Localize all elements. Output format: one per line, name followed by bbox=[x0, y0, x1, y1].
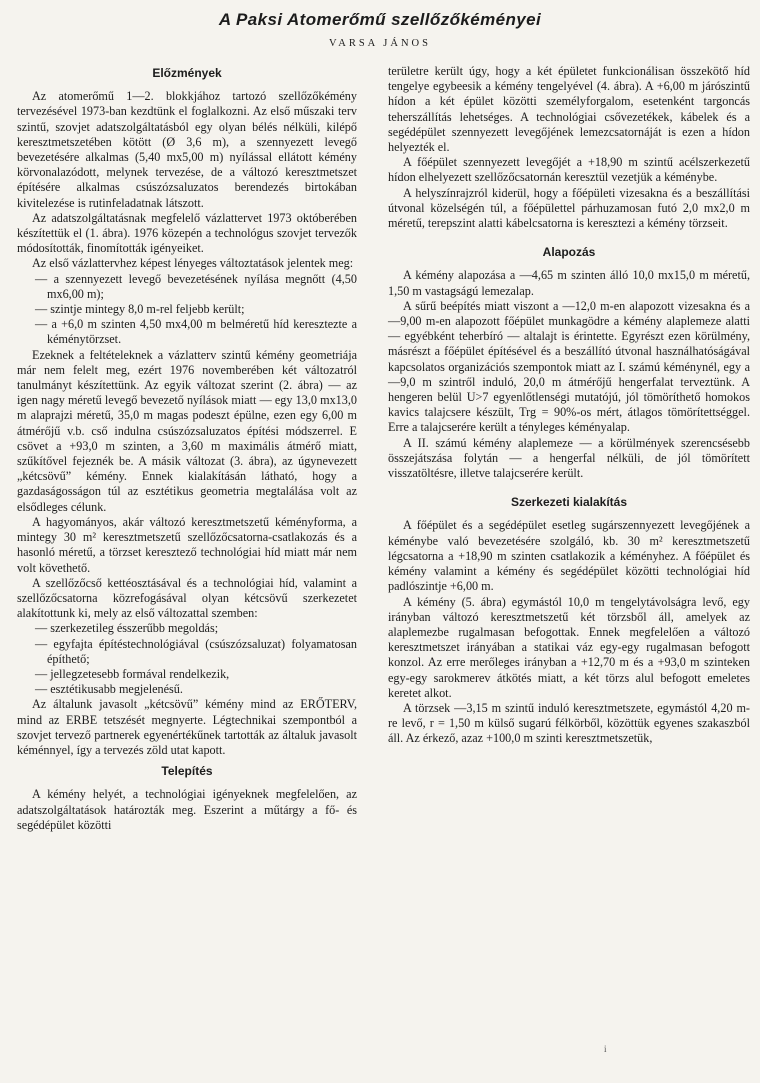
section-heading-alapozas: Alapozás bbox=[542, 245, 596, 260]
paragraph: A II. számú kémény alaplemeze — a körülmények szerencsésebb összejátszása folytán — a hengerfal nélküli, de jól tömörített visszatöltésre, illetve talajcserére került. bbox=[388, 435, 750, 481]
left-column bbox=[17, 60, 357, 833]
paragraph: Ezeknek a feltételeknek a vázlatterv szintű kémény geometriája már nem felelt meg, ezért 1976 novemberében két változatról tanulmányt készítettünk. Az egyik változat szerint (2. ábra) — az igen nagy méretű levegő bevezető nyílások miatt — egy 13,0 mx13,0 m alaprajzi méretű, 35,0 m magas podeszt épülne, ezen egy 6,00 m átmérőjű v.b. cső indulna csúszózsaluzatos építési módszerrel. E csövet a +93,0 m szinten, a 3,60 m maximális átmérő miatt, szűkítővel fejeznék be. A másik változat (3. ábra), az úgynevezett „kétcsövű” kémény. Ennek kialakításán látható, hogy a gazdaságosságon túl az esztétikus geometria megtalálása volt az elsődleges célunk. bbox=[17, 347, 357, 514]
paragraph: Az első vázlattervhez képest lényeges változtatások jelentek meg: bbox=[32, 256, 354, 271]
list-item: — szerkezetileg ésszerűbb megoldás; bbox=[23, 621, 357, 636]
paragraph: Az általunk javasolt „kétcsövű” kémény mind az ERŐTERV, mind az ERBE tetszését megnyerte. Légtechnikai szempontból a szovjet tervező partnerek egyenértékűnek tartották az általuk javasolt kéménnyel, így a tervezés zöld utat kapott. bbox=[17, 697, 357, 757]
section-heading-szerkezeti-kialakitas: Szerkezeti kialakítás bbox=[510, 495, 628, 510]
paragraph: A kémény alapozása a —4,65 m szinten álló 10,0 mx15,0 m méretű, 1,50 m vastagságú lemezalap. bbox=[388, 268, 750, 298]
section-heading-telepites: Telepítés bbox=[161, 764, 213, 779]
paragraph: A helyszínrajzról kiderül, hogy a főépületi vizesakna és a beszállítási útvonal közelségén túl, a főépülettel párhuzamosan futó 2,0 mx2,0 m méretű, terepszint alatti kábelcsatorna is keresztezi a kémény törzseit. bbox=[388, 185, 750, 231]
paragraph: A hagyományos, akár változó keresztmetszetű kéményforma, a mintegy 30 m² keresztmetszetű szellőzőcsatorna-csatlakozás és a hasonló méretű, a törzset keresztező technológiai híd miatt már nem volt követhető. bbox=[17, 514, 357, 575]
paragraph: területre került úgy, hogy a két épületet funkcionálisan összekötő híd tengelye egybeesik a kémény tengelyével (4. ábra). A +6,00 m járószintű hídon a két épület közötti személyforgalom, esetenként targoncás teherszállítás lehetséges. A technológiai csővezetékek, kábelek és a segédépület szennyezett levegőjének lemezcsatornáját is ezen a hídon helyezték el. bbox=[388, 64, 750, 155]
article-author: VARSA JÁNOS bbox=[329, 38, 431, 49]
paragraph: A törzsek —3,15 m szintű induló keresztmetszete, egymástól 4,20 m-re levő, r = 1,50 m külső sugarú félkörből, közöttük egyenes szakaszból áll. Az érkező, azaz +100,0 m szinti keresztmetszetük, bbox=[388, 700, 750, 746]
page-mark: i bbox=[604, 1044, 607, 1054]
right-column bbox=[388, 64, 750, 747]
list-item: — a +6,0 m szinten 4,50 mx4,00 m belméretű híd keresztezte a kéménytörzset. bbox=[23, 317, 357, 347]
paragraph: A főépület szennyezett levegőjét a +18,90 m szintű acélszerkezetű hídon elhelyezett szellőzőcsatornán keresztül vezetjük a kéménybe. bbox=[388, 155, 750, 185]
paragraph: A kémény helyét, a technológiai igényeknek megfelelően, az adatszolgáltatások határozták meg. Eszerint a műtárgy a fő- és segédépület közötti bbox=[17, 787, 357, 832]
paragraph: Az adatszolgáltatásnak megfelelő vázlattervet 1973 októberében készítettük el (1. ábra). 1976 közepén a technológus szovjet tervezők módosították, finomították igényeiket. bbox=[17, 210, 357, 256]
advantages-list bbox=[17, 621, 357, 697]
changes-list bbox=[17, 272, 357, 348]
article-title: A Paksi Atomerőmű szellőzőkéményei bbox=[218, 10, 542, 29]
paragraph: A sűrű beépítés miatt viszont a —12,0 m-en alapozott vizesakna és a —9,00 m-en alapozott főépület munkagödre a kémény alaplemeze alatti — egyébként teherbíró — altalajt is érintette. Egyrészt ezen körülmény, másrészt a főépület építésével és a beszállító útvonal használhatóságával kapcsolatos organizációs szempontok miatt az I. számú kéménynél, egy a —9,0 m szintről induló, 20,0 m átmérőjű hengerfalat terveztünk. A hengeren belül U>7 egyenlőtlenségi mutatójú, jól tömöríthető homokos kavics talajcsere készült, Trg = 90%-os mért, átlagos tömörítettséggel. Erre a talajcserére került a tényleges kéményalap. bbox=[388, 298, 750, 435]
paragraph: A szellőzőcső kettéosztásával és a technológiai híd, valamint a szellőzőcsatorna közrefogásával olyan kétcsövű szerkezetet alakítottunk ki, mely az első változattal szemben: bbox=[17, 575, 357, 621]
paragraph: A főépület és a segédépület esetleg sugárszennyezett levegőjének a kéménybe való bevezetésére szolgáló, kb. 30 m² keresztmetszetű légcsatorna a +18,90 m szinten csatlakozik a kéményhez. A főépület és kémény valamint a kémény és segédépület közötti technológiai híd padlószintje +6,00 m. bbox=[388, 518, 750, 594]
paragraph: Az atomerőmű 1—2. blokkjához tartozó szellőzőkémény tervezésével 1973-ban kezdtünk el foglalkozni. Az első műszaki terv szintű, szovjet adatszolgáltatásból egy olyan bélés nélküli, kilépő keresztmetszetében kötött (Ø 3,6 m), a szennyezett levegő bevezetésére alkalmas (5,40 mx5,00 m) nyílással ellátott kémény körvonalazódott, melynek tervezése, de a változó keresztmetszet építésére alkalmas csúszózsaluzatos berendezés birtokában kivitelezése is rutinfeladatnak látszott. bbox=[17, 89, 357, 210]
section-heading-elozmenyek: Előzmények bbox=[152, 66, 222, 80]
list-item: — szintje mintegy 8,0 m-rel feljebb került; bbox=[23, 302, 357, 317]
list-item: — jellegzetesebb formával rendelkezik, bbox=[23, 667, 357, 682]
paragraph: A kémény (5. ábra) egymástól 10,0 m tengelytávolságra levő, egy irányban változó keresztmetszetű két törzsből áll, amelyek az alaplemezbe rugalmasan befogottak. Ennek megfelelően a változó keresztmetszet irányában a statikai váz egy-egy rugalmasan befogott konzol. Az erre merőleges irányban a +12,70 m és a +93,0 m szinteken egy-egy sarokmerev átkötés miatt, a két törzs alul befogott emeletes keretet alkot. bbox=[388, 594, 750, 700]
list-item: — esztétikusabb megjelenésű. bbox=[23, 682, 357, 697]
list-item: — egyfajta építéstechnológiával (csúszózsaluzat) folyamatosan építhető; bbox=[23, 637, 357, 667]
list-item: — a szennyezett levegő bevezetésének nyílása megnőtt (4,50 mx6,00 m); bbox=[23, 272, 357, 302]
